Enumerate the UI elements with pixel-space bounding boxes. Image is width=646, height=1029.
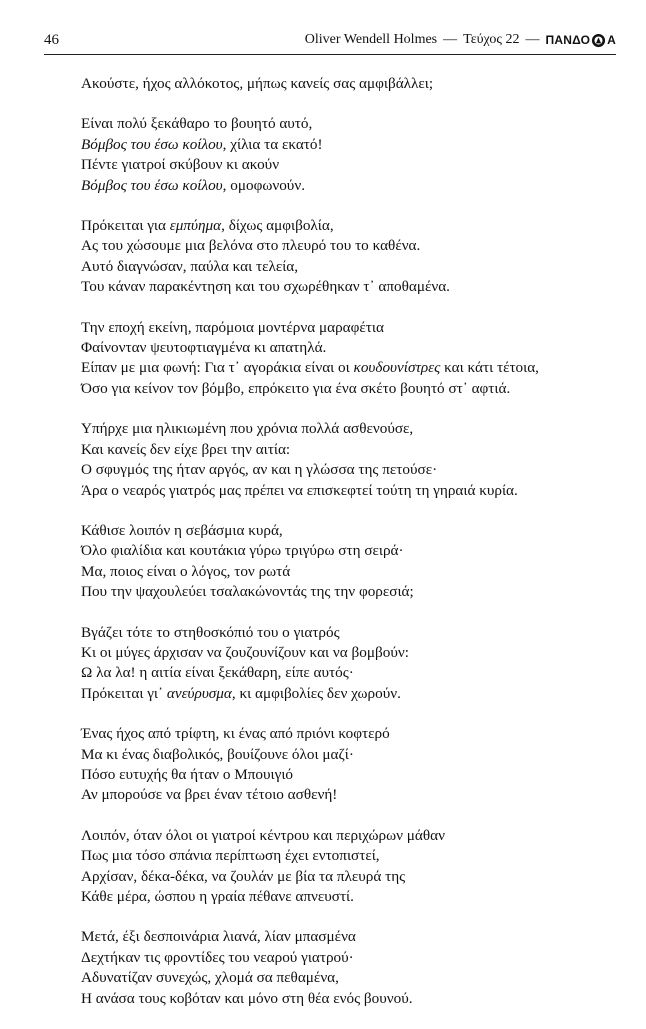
poem-body xyxy=(81,74,641,1029)
running-header xyxy=(0,30,646,56)
stanza xyxy=(81,74,641,94)
line-text: Πρόκειται γι᾽ xyxy=(81,684,167,702)
poem-line xyxy=(81,643,641,663)
poem-line xyxy=(81,338,641,358)
poem-line xyxy=(81,236,641,256)
line-text: Ο σφυγμός της ήταν αργός, αν και η γλώσσα της πετούσε· xyxy=(81,461,438,479)
line-text: Πως μια τόσο σπάνια περίπτωση έχει εντοπιστεί, xyxy=(81,847,380,865)
line-text: Μετά, έξι δεσποινάρια λιανά, λίαν μπασμένα xyxy=(81,928,356,946)
poem-line xyxy=(81,481,641,501)
pandora-logo-icon xyxy=(591,33,606,48)
line-text: Ακούστε, ήχος αλλόκοτος, μήπως κανείς σας αμφιβάλλει; xyxy=(81,75,434,92)
italic-term: κουδουνίστρες xyxy=(353,359,441,377)
italic-term: εμπύημα xyxy=(169,217,222,235)
poem-line xyxy=(81,968,641,988)
header-rule xyxy=(44,54,616,55)
poem-line xyxy=(81,155,641,175)
line-text: Αυτό διαγνώσαν, παύλα και τελεία, xyxy=(81,257,299,275)
poem-line xyxy=(81,135,641,155)
poem-line xyxy=(81,887,641,907)
line-text: Κάθε μέρα, ώσπου η γραία πέθανε απνευστί. xyxy=(81,888,354,905)
line-text: Που την ψαχουλεύει τσαλακώνοντάς της την φορεσιά; xyxy=(81,583,414,601)
line-text: Και κανείς δεν είχε βρει την αιτία: xyxy=(81,440,291,458)
line-text: Άρα ο νεαρός γιατρός μας πρέπει να επισκεφτεί τούτη τη γηραιά κυρία. xyxy=(81,481,518,499)
line-text: Ας του χώσουμε μια βελόνα στο πλευρό του το καθένα. xyxy=(81,237,421,255)
line-text: Είπαν με μια φωνή: Για τ᾽ αγοράκια είναι οι xyxy=(81,359,354,377)
line-text: και κάτι τέτοια, xyxy=(440,359,539,377)
line-text: Πέντε γιατροί σκύβουν κι ακούν xyxy=(81,156,280,174)
brand-text-right: Α xyxy=(607,33,616,47)
stanza xyxy=(81,521,641,603)
line-text: Λοιπόν, όταν όλοι οι γιατροί κέντρου και περιχώρων μάθαν xyxy=(81,826,445,844)
poem-line xyxy=(81,176,641,196)
line-text: Πρόκειται για xyxy=(81,217,170,235)
poem-line xyxy=(81,684,641,704)
poem-line xyxy=(81,826,641,846)
poem-line xyxy=(81,419,641,439)
poem-line xyxy=(81,623,641,643)
italic-term: ανεύρυσμα xyxy=(166,684,232,702)
poem-line xyxy=(81,216,641,236)
line-text: Κάθισε λοιπόν η σεβάσμια κυρά, xyxy=(81,521,283,539)
running-title xyxy=(305,32,616,48)
line-text: Ένας ήχος από τρίφτη, κι ένας από πριόνι κοφτερό xyxy=(81,725,390,743)
line-text: Ω λα λα! η αιτία είναι ξεκάθαρη, είπε αυτός· xyxy=(81,664,354,682)
poem-line xyxy=(81,257,641,277)
poem-line xyxy=(81,521,641,541)
poem-line xyxy=(81,989,641,1009)
author-name: Oliver Wendell Holmes xyxy=(304,32,438,47)
poem-line xyxy=(81,440,641,460)
line-text: Η ανάσα τους κοβόταν και μόνο στη θέα ενός βουνού. xyxy=(81,989,413,1007)
line-text: , δίχως αμφιβολία, xyxy=(221,217,334,235)
line-text: Φαίνονταν ψευτοφτιαγμένα κι απατηλά. xyxy=(81,339,327,357)
separator: — xyxy=(443,32,458,47)
poem-line xyxy=(81,663,641,683)
line-text: Μα, ποιος είναι ο λόγος, τον ρωτά xyxy=(81,562,291,580)
line-text: , χίλια τα εκατό! xyxy=(222,135,323,153)
italic-term: Βόμβος του έσω κοίλου xyxy=(81,135,223,153)
line-text: Δεχτήκαν τις φροντίδες του νεαρού γιατρού· xyxy=(81,948,354,966)
poem-line xyxy=(81,562,641,582)
line-text: Υπήρχε μια ηλικιωμένη που χρόνια πολλά ασθενούσε, xyxy=(81,420,414,438)
poem-line xyxy=(81,318,641,338)
line-text: Την εποχή εκείνη, παρόμοια μοντέρνα μαραφέτια xyxy=(81,318,384,336)
line-text: , κι αμφιβολίες δεν χωρούν. xyxy=(231,684,401,702)
line-text: Όσο για κείνον τον βόμβο, επρόκειτο για ένα σκέτο βουητό στ᾽ αφτιά. xyxy=(81,379,511,397)
poem-line xyxy=(81,724,641,744)
stanza xyxy=(81,114,641,196)
poem-line xyxy=(81,745,641,765)
brand-text-left: ΠΑΝΔΟ xyxy=(545,33,591,47)
issue-label: Τεύχος 22 xyxy=(463,32,520,47)
poem-line xyxy=(81,948,641,968)
line-text: Όλο φιαλίδια και κουτάκια γύρω τριγύρω στη σειρά· xyxy=(81,542,404,560)
poem-line xyxy=(81,785,641,805)
poem-line xyxy=(81,927,641,947)
stanza xyxy=(81,216,641,298)
poem-line xyxy=(81,358,641,378)
stanza xyxy=(81,419,641,501)
line-text: Είναι πολύ ξεκάθαρο το βουητό αυτό, xyxy=(81,115,313,133)
line-text: Βγάζει τότε το στηθοσκόπιό του ο γιατρός xyxy=(81,623,340,641)
line-text: Αδυνατίζαν συνεχώς, χλομά σα πεθαμένα, xyxy=(81,969,339,987)
poem-line xyxy=(81,74,641,94)
stanza xyxy=(81,826,641,908)
line-text: Μα κι ένας διαβολικός, βουίζουνε όλοι μαζί· xyxy=(81,745,354,763)
poem-line xyxy=(81,765,641,785)
poem-line xyxy=(81,541,641,561)
poem-line xyxy=(81,379,641,399)
line-text: Κι οι μύγες άρχισαν να ζουζουνίζουν και να βομβούν: xyxy=(81,643,409,661)
line-text: Αν μπορούσε να βρει έναν τέτοιο ασθενή! xyxy=(81,786,338,804)
poem-line xyxy=(81,114,641,134)
poem-line xyxy=(81,277,641,297)
poem-line xyxy=(81,582,641,602)
stanza xyxy=(81,724,641,806)
line-text: , ομοφωνούν. xyxy=(222,176,305,194)
line-text: Πόσο ευτυχής θα ήταν ο Μπουιγιό xyxy=(81,765,294,783)
poem-line xyxy=(81,846,641,866)
brand-logo xyxy=(545,33,616,48)
poem-line xyxy=(81,867,641,887)
stanza xyxy=(81,927,641,1009)
line-text: Του κάναν παρακέντηση και του σχωρέθηκαν τ᾽ αποθαμένα. xyxy=(81,278,450,296)
separator: — xyxy=(525,32,540,47)
stanza xyxy=(81,318,641,400)
poem-line xyxy=(81,460,641,480)
page-number: 46 xyxy=(44,32,59,48)
line-text: Αρχίσαν, δέκα-δέκα, να ζουλάν με βία τα πλευρά της xyxy=(81,867,406,885)
stanza xyxy=(81,623,641,705)
italic-term: Βόμβος του έσω κοίλου xyxy=(81,176,223,194)
